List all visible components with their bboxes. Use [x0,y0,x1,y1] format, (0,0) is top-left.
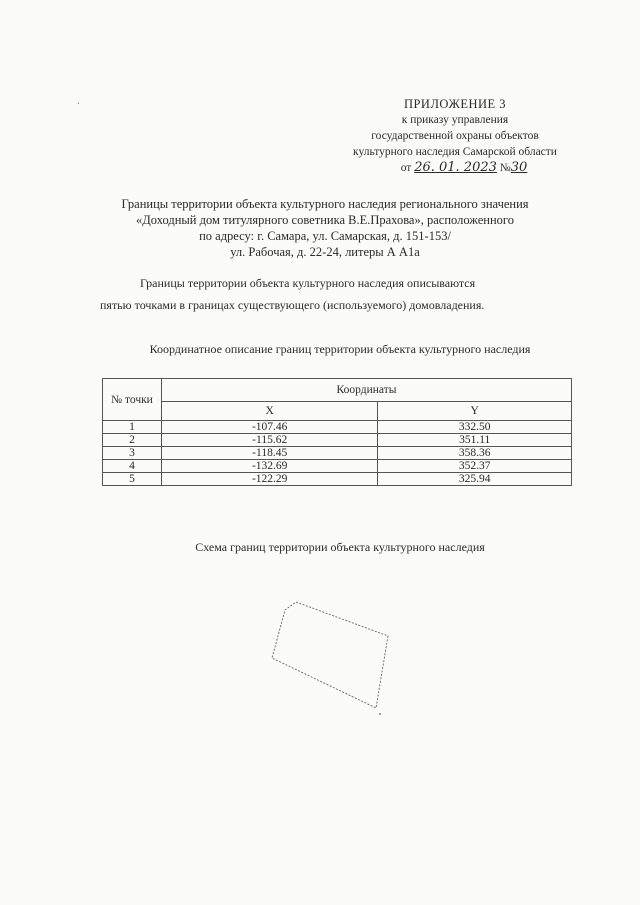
scheme-caption: Схема границ территории объекта культурного наследия [195,540,485,554]
scan-speck [78,103,79,104]
number-prefix: № [499,162,511,174]
cell-x: -118.45 [162,447,378,460]
paragraph-line-2: пятью точками в границах существующего (используемого) домовладения. [100,298,485,312]
column-header-y: Y [378,402,572,421]
annex-block [300,96,610,176]
cell-point: 4 [103,460,162,473]
cell-point: 5 [103,473,162,486]
column-header-point: № точки [103,379,162,421]
cell-y: 332.50 [378,421,572,434]
heading-line-4: ул. Рабочая, д. 22-24, литеры А А1а [230,245,420,259]
cell-point: 2 [103,434,162,447]
heading-line-2: «Доходный дом титулярного советника В.Е.Прахова», расположенного [135,213,514,227]
cell-x: -115.62 [162,434,378,447]
cell-y: 325.94 [378,473,572,486]
annex-title: ПРИЛОЖЕНИЕ 3 [403,97,507,111]
cell-y: 358.36 [378,447,572,460]
table-row [103,434,572,447]
document-heading [60,196,590,260]
cell-x: -107.46 [162,421,378,434]
cell-x: -122.29 [162,473,378,486]
coordinates-table [102,378,572,486]
annex-line-1: к приказу управления [401,114,509,126]
annex-line-2: государственной охраны объектов [371,130,539,142]
annex-date-line [300,160,610,176]
table-row [103,473,572,486]
description-paragraph [100,272,570,316]
cell-y: 352.37 [378,460,572,473]
table-row [103,421,572,434]
cell-y: 351.11 [378,434,572,447]
date-prefix: от [400,162,412,174]
scheme-mark [379,713,381,715]
cell-point: 3 [103,447,162,460]
table-row [103,460,572,473]
paragraph-line-1: Границы территории объекта культурного наследия описываются [140,276,476,290]
heading-line-1: Границы территории объекта культурного наследия регионального значения [121,197,529,211]
cell-x: -132.69 [162,460,378,473]
boundary-scheme [250,590,420,720]
handwritten-date: 26. 01. 2023 [414,160,497,175]
table-caption: Координатное описание границ территории объекта культурного наследия [149,342,531,356]
boundary-polygon [272,602,388,708]
heading-line-3: по адресу: г. Самара, ул. Самарская, д. 151-153/ [199,229,451,243]
column-header-coordinates: Координаты [162,379,572,402]
cell-point: 1 [103,421,162,434]
handwritten-number: 30 [510,160,528,175]
table-row [103,447,572,460]
column-header-x: X [162,402,378,421]
annex-line-3: культурного наследия Самарской области [353,146,557,158]
